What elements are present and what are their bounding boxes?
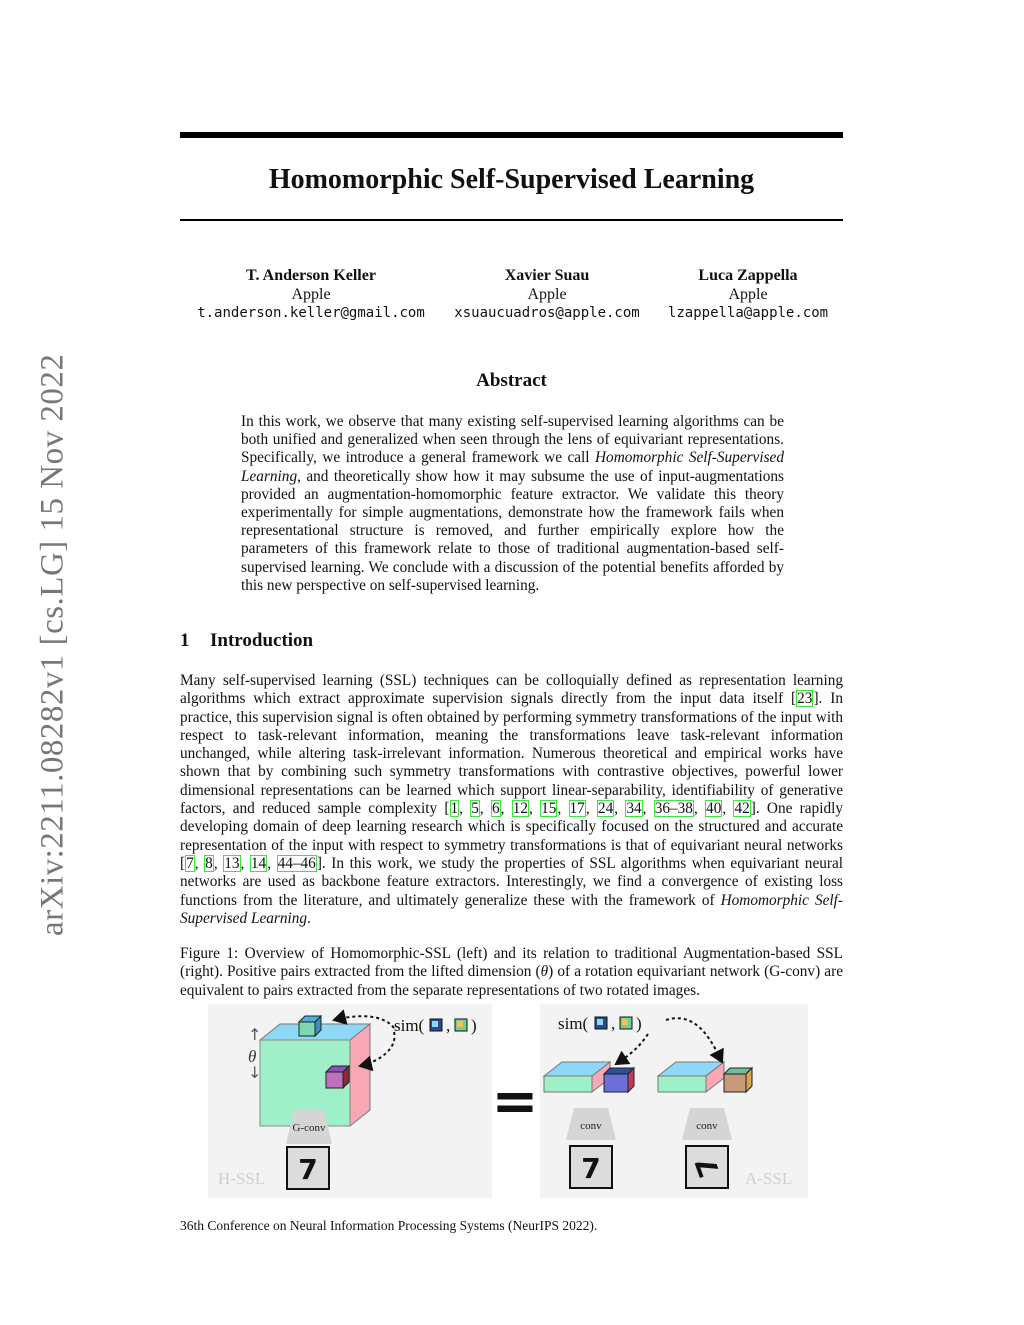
sim-comma: ,	[446, 1016, 451, 1035]
citation-link[interactable]: 14	[250, 854, 267, 872]
assl-label: A-SSL	[745, 1169, 793, 1188]
hssl-label: H-SSL	[218, 1169, 266, 1188]
author-email: lzappella@apple.com	[667, 305, 829, 321]
section-number: 1	[180, 630, 190, 651]
citation-link[interactable]: 5	[471, 800, 479, 818]
digit-glyph: 7	[581, 1152, 601, 1185]
sim-label: sim(	[558, 1014, 589, 1033]
small-cube-icon	[604, 1068, 634, 1092]
caption-theta: θ	[540, 963, 549, 981]
rotated-digit-glyph: 7	[688, 1152, 727, 1182]
sim-close: )	[636, 1014, 642, 1033]
figure-caption	[180, 945, 843, 1000]
author-1	[180, 266, 442, 323]
citation-link[interactable]: 23	[797, 690, 813, 708]
small-cube-icon	[724, 1068, 752, 1092]
theta-up-arrow: ↑	[248, 1025, 262, 1044]
conference-footnote: 36th Conference on Neural Information Processing Systems (NeurIPS 2022).	[180, 1218, 598, 1233]
intro-text: Many self-supervised learning (SSL) techniques can be colloquially defined as representation learning algorithms which extract approximate supervision signals directly from the input data itself [	[180, 672, 843, 708]
citation-link[interactable]: 42	[734, 800, 750, 818]
section-heading	[180, 630, 313, 652]
intro-emphasis: Homomorphic Self-Supervised Learning	[180, 891, 843, 927]
sim-comma: ,	[611, 1014, 616, 1033]
citation-link[interactable]: 1	[450, 800, 459, 818]
paper-title: Homomorphic Self-Supervised Learning	[268, 164, 755, 195]
abstract-text: , and theoretically show how it may subsume the use of input-augmentations provided an augmentation-homomorphic feature extractor. We validate this theory experimentally for simple augmentations, demonstrate how the framework fails when representational structure is removed, and further empirically explore how the parameters of this framework relate to those of traditional augmentation-based self-supervised learning. We conclude with a discussion of the potential benefits afforded by this new perspective on self-supervised learning.	[241, 467, 784, 594]
figure-svg	[208, 1004, 808, 1198]
author-affiliation: Apple	[527, 286, 567, 303]
section-title: Introduction	[210, 630, 314, 651]
author-email: xsuaucuadros@apple.com	[454, 305, 640, 321]
citation-group: 7, 8, 13, 14, 44–46	[186, 854, 316, 872]
mini-cube-icon	[620, 1017, 632, 1029]
author-affiliation: Apple	[728, 286, 768, 303]
abstract-text: In this work, we observe that many existing self-supervised learning algorithms can be both unified and generalized when seen through the lens of equivariant representations. Specifically, we introduce a general framework we call	[241, 413, 784, 467]
conv-label: conv	[696, 1120, 718, 1132]
author-name: Xavier Suau	[504, 267, 590, 284]
author-affiliation: Apple	[291, 286, 331, 303]
mini-cube-icon	[595, 1017, 607, 1029]
theta-label: θ	[248, 1047, 257, 1066]
abstract-body	[241, 413, 784, 595]
intro-text: .	[307, 909, 311, 927]
small-cube-top-icon	[299, 1016, 321, 1036]
mini-cube-icon	[455, 1019, 467, 1031]
abstract-emphasis: Homomorphic Self-Supervised Learning	[241, 449, 784, 485]
author-3	[652, 266, 844, 323]
citation-link[interactable]: 8	[205, 854, 213, 872]
citation-link[interactable]: 34	[626, 800, 642, 818]
author-email: t.anderson.keller@gmail.com	[197, 305, 425, 321]
intro-paragraph	[180, 672, 843, 928]
intro-text: ]. In practice, this supervision signal is often obtained by performing symmetry transformations of the input with respect to task-relevant information, meaning the transformations leave task-relevant information unchanged, while altering task-irrelevant information. Numerous theoretical and empirical works have shown that by combining such symmetry transformations with contrastive objectives, powerful lower dimensional representations can be learned which support linear-separability, identifiability of generative factors, and reduced sample complexity [	[180, 690, 843, 818]
author-name: T. Anderson Keller	[246, 267, 376, 284]
author-name: Luca Zappella	[698, 267, 798, 284]
intro-text: ]. In this work, we study the properties of SSL algorithms when equivariant neural networks are used as backbone feature extractors. Interestingly, we find a convergence of existing loss functions from the literature, and ultimately generalize these with the framework of	[180, 854, 844, 909]
citation-link[interactable]: 36–38	[654, 800, 693, 818]
citation-link[interactable]: 44–46	[277, 854, 316, 872]
equals-sign: =	[491, 1069, 539, 1134]
small-cube-side-icon	[326, 1066, 349, 1088]
citation-link[interactable]: 17	[569, 800, 585, 818]
mini-cube-icon	[430, 1019, 442, 1031]
gconv-label: G-conv	[292, 1122, 326, 1134]
caption-text: Figure 1: Overview of Homomorphic-SSL (left) and its relation to traditional Augmentation-based SSL (right). Positive pairs extracted from the lifted dimension (	[180, 945, 843, 981]
citation-group: 1, 5, 6, 12, 15, 17, 24, 34, 36–38, 40, 42	[450, 800, 750, 818]
citation-link[interactable]: 6	[492, 800, 500, 818]
conv-label: conv	[580, 1120, 602, 1132]
figure-1	[208, 1004, 808, 1198]
top-rule	[180, 132, 843, 138]
theta-down-arrow: ↓	[248, 1063, 262, 1082]
caption-text: ) of a rotation equivariant network (G-conv) are equivalent to pairs extracted from the separate representations of two rotated images.	[180, 963, 843, 999]
author-2	[442, 266, 652, 323]
citation-link[interactable]: 13	[224, 854, 240, 872]
abstract-heading: Abstract	[476, 370, 547, 391]
citation-link[interactable]: 24	[597, 800, 614, 818]
sim-label: sim(	[394, 1016, 425, 1035]
citation-link[interactable]: 40	[706, 800, 722, 818]
citation-link[interactable]: 12	[512, 800, 529, 818]
citation-link[interactable]: 7	[186, 854, 194, 872]
sim-close: )	[471, 1016, 477, 1035]
arxiv-stamp: arXiv:2211.08282v1 [cs.LG] 15 Nov 2022	[34, 353, 71, 937]
title-rule	[180, 219, 843, 221]
citation-link[interactable]: 15	[541, 800, 557, 818]
digit-glyph: 7	[298, 1153, 318, 1186]
intro-text: ]. One rapidly developing domain of deep learning research which is specifically focused on the structured and accurate representation of the input with respect to symmetry transformations is that of equivariant neural networks [	[180, 800, 843, 872]
